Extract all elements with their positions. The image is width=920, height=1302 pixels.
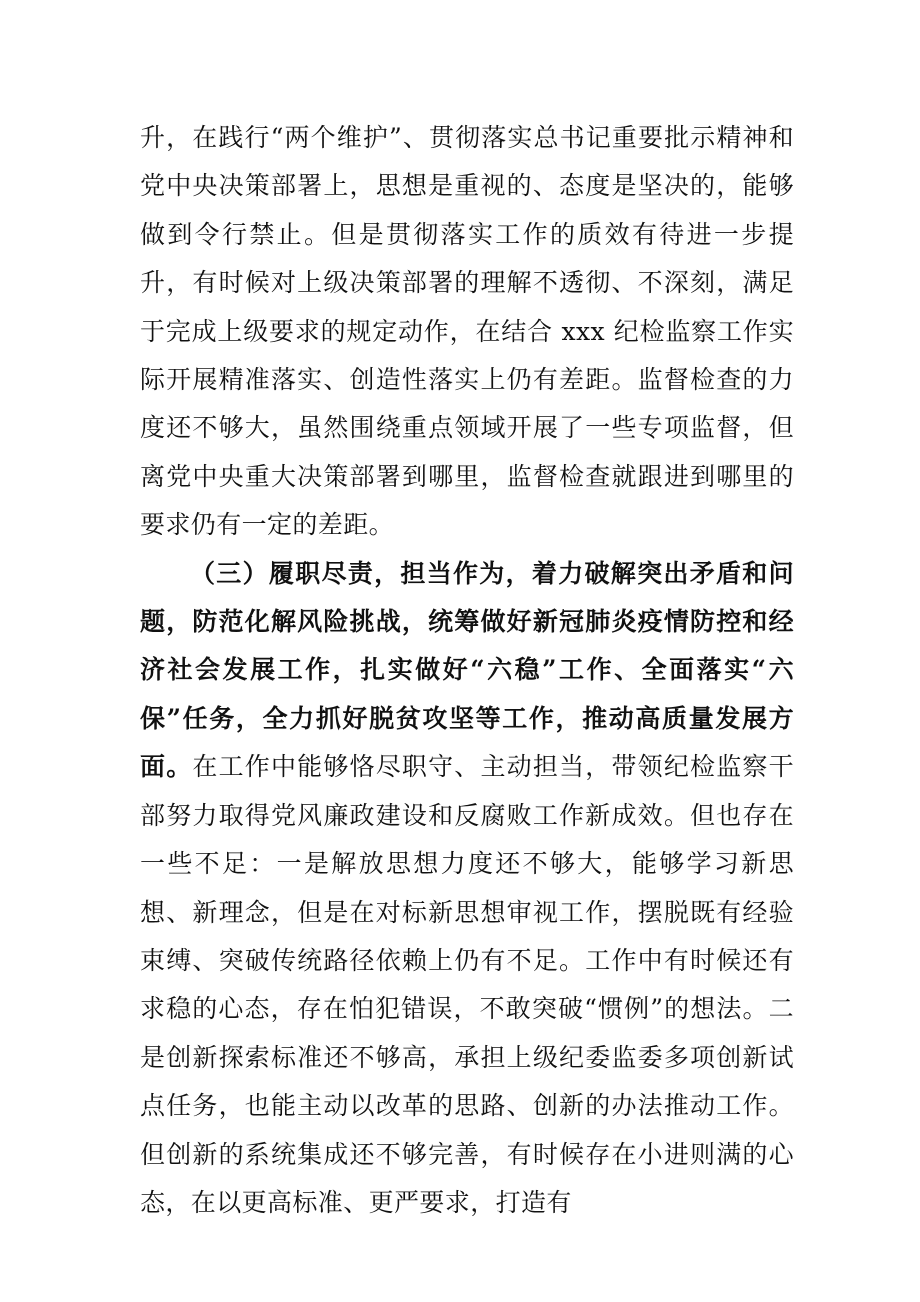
section-body-three: 在工作中能够恪尽职守、主动担当，带领纪检监察干部努力取得党风廉政建设和反腐败工作新成效。但也存在一些不足：一是解放思想力度还不够大，能够学习新思想、新理念，但是在对标新思想审视工作，摆脱既有经验束缚、突破传统路径依赖上仍有不足。工作中有时候还有求稳的心态，存在怕犯错误，不敢突破“惯例”的想法。二是创新探索标准还不够高，承担上级纪委监委多项创新试点任务，也能主动以改革的思路、创新的办法推动工作。但创新的系统集成还不够完善，有时候存在小进则满的心态，在以更高标准、更严要求，打造有	[140, 752, 794, 1217]
paragraph-continuation: 升，在践行“两个维护”、贯彻落实总书记重要批示精神和党中央决策部署上，思想是重视的、态度是坚决的，能够做到令行禁止。但是贯彻落实工作的质效有待进一步提升，有时候对上级决策部署的理解不透彻、不深刻，满足于完成上级要求的规定动作，在结合 xxx 纪检监察工作实际开展精准落实、创造性落实上仍有差距。监督检查的力度还不够大，虽然围绕重点领域开展了一些专项监督，但离党中央重大决策部署到哪里，监督检查就跟进到哪里的要求仍有一定的差距。	[140, 123, 794, 540]
section-heading-three: （三）履职尽责，担当作为，着力破解突出矛盾和问题，防范化解风险挑战，统筹做好新冠肺炎疫情防控和经济社会发展工作，扎实做好“六稳”工作、全面落实“六保”任务，全力抓好脱贫攻坚等工作，推动高质量发展方面。	[140, 558, 794, 782]
paragraph-section-three	[140, 550, 794, 1228]
document-body	[140, 114, 794, 1227]
